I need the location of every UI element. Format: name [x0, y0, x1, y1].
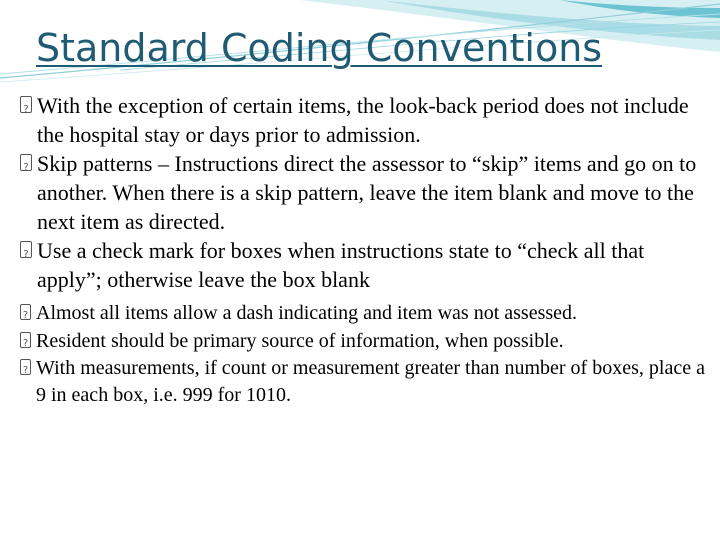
bullet-item	[20, 91, 712, 149]
missing-glyph-bullet-icon	[20, 359, 31, 375]
bullet-text: With the exception of certain items, the look-back period does not include the hospital stay or days prior to admission.	[37, 93, 689, 147]
missing-glyph-bullet-icon	[20, 96, 32, 113]
bullet-item	[20, 328, 712, 355]
missing-glyph-bullet-icon	[20, 154, 32, 171]
missing-glyph-bullet-icon	[20, 241, 32, 258]
bullet-item	[20, 300, 712, 327]
bullet-item	[20, 236, 712, 294]
missing-glyph-bullet-icon	[20, 304, 31, 320]
bullet-item	[20, 355, 712, 408]
slide-title: Standard Coding Conventions	[36, 26, 603, 70]
missing-glyph-bullet-icon	[20, 332, 31, 348]
bullet-text: Almost all items allow a dash indicating and item was not assessed.	[36, 302, 578, 324]
bullet-item	[20, 149, 712, 236]
bullet-text: With measurements, if count or measurement greater than number of boxes, place a 9 in each box, i.e. 999 for 1010.	[36, 357, 705, 406]
bullet-list	[20, 91, 712, 408]
bullet-text: Skip patterns – Instructions direct the assessor to “skip” items and go on to another. When there is a skip pattern, leave the item blank and move to the next item as directed.	[37, 151, 697, 234]
bullet-text: Resident should be primary source of information, when possible.	[36, 329, 564, 352]
bullet-text: Use a check mark for boxes when instructions state to “check all that apply”; otherwise leave the box blank	[37, 238, 645, 292]
